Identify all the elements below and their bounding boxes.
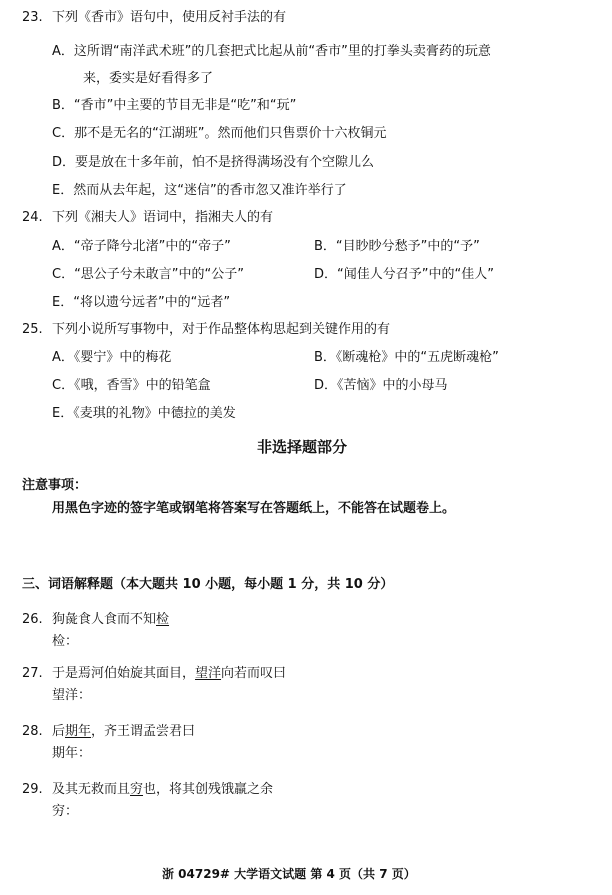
option-c: C．那不是无名的“江湖班”。然而他们只售票价十六枚铜元 (52, 126, 387, 141)
option-e: E．然而从去年起，这“迷信”的香市忽又准许举行了 (52, 183, 347, 198)
question-sentence (52, 667, 286, 680)
question-stem: 下列《湘夫人》语词中，指湘夫人的有 (52, 210, 274, 225)
option-e: E．《麦琪的礼物》中德拉的美发 (52, 406, 236, 421)
answer-label: 期年： (52, 746, 92, 761)
option-d: D．要是放在十多年前，怕不是挤得满场没有个空隙儿么 (52, 155, 375, 170)
option-b: B．“目眇眇兮愁予”中的“予” (314, 239, 480, 254)
target-word: 穷 (130, 782, 144, 797)
question-number: 28. (22, 724, 43, 739)
target-word: 望洋 (195, 666, 222, 681)
option-b: B．《断魂枪》中的“五虎断魂枪” (314, 350, 499, 365)
question-number: 29. (22, 782, 43, 797)
option-a-continued: 来，委实是好看得多了 (83, 71, 214, 86)
question-number: 27. (22, 666, 43, 681)
answer-label: 望洋： (52, 688, 92, 703)
sentence-text: ，齐王谓孟尝君曰 (91, 724, 196, 739)
sentence-text: 及其无救而且 (52, 782, 131, 797)
sentence-text: 于是焉河伯始旋其面目， (52, 666, 196, 681)
notice-heading: 注意事项： (22, 478, 88, 493)
question-sentence (52, 783, 273, 796)
page-footer: 浙 04729# 大学语文试题 第 4 页（共 7 页） (162, 867, 416, 881)
notice-text: 用黑色字迹的签字笔或钢笔将答案写在答题纸上，不能答在试题卷上。 (52, 501, 456, 516)
question-number: 23. (22, 10, 43, 25)
sentence-text: 也，将其创残饿羸之余 (143, 782, 274, 797)
option-c: C．《哦，香雪》中的铅笔盒 (52, 378, 211, 393)
sentence-text: 后 (52, 724, 66, 739)
section-title: 非选择题部分 (257, 438, 348, 456)
option-a: A．“帝子降兮北渚”中的“帝子” (52, 239, 231, 254)
option-a: A．这所谓“南洋武术班”的几套把式比起从前“香市”里的打拳头卖膏药的玩意 (52, 44, 491, 59)
target-word: 期年 (65, 724, 92, 739)
question-number: 25. (22, 322, 43, 337)
target-word: 检 (156, 612, 170, 627)
option-c: C．“思公子兮未敢言”中的“公子” (52, 267, 245, 282)
question-stem: 下列《香市》语句中，使用反衬手法的有 (52, 10, 287, 25)
sentence-text: 向若而叹曰 (221, 666, 287, 681)
answer-label: 穷： (52, 804, 79, 819)
answer-label: 检： (52, 634, 79, 649)
option-a: A．《婴宁》中的梅花 (52, 350, 172, 365)
sentence-text: 狗彘食人食而不知 (52, 612, 157, 627)
option-d: D．《苦恼》中的小母马 (314, 378, 448, 393)
question-stem: 下列小说所写事物中，对于作品整体构思起到关键作用的有 (52, 322, 391, 337)
question-sentence (52, 725, 195, 738)
question-number: 24. (22, 210, 43, 225)
question-sentence (52, 613, 169, 626)
part-heading: 三、词语解释题（本大题共 10 小题，每小题 1 分，共 10 分） (22, 577, 394, 592)
option-d: D．“闻佳人兮召予”中的“佳人” (314, 267, 494, 282)
option-e: E．“将以遗兮远者”中的“远者” (52, 295, 231, 310)
question-number: 26. (22, 612, 43, 627)
option-b: B．“香市”中主要的节目无非是“吃”和“玩” (52, 98, 297, 113)
